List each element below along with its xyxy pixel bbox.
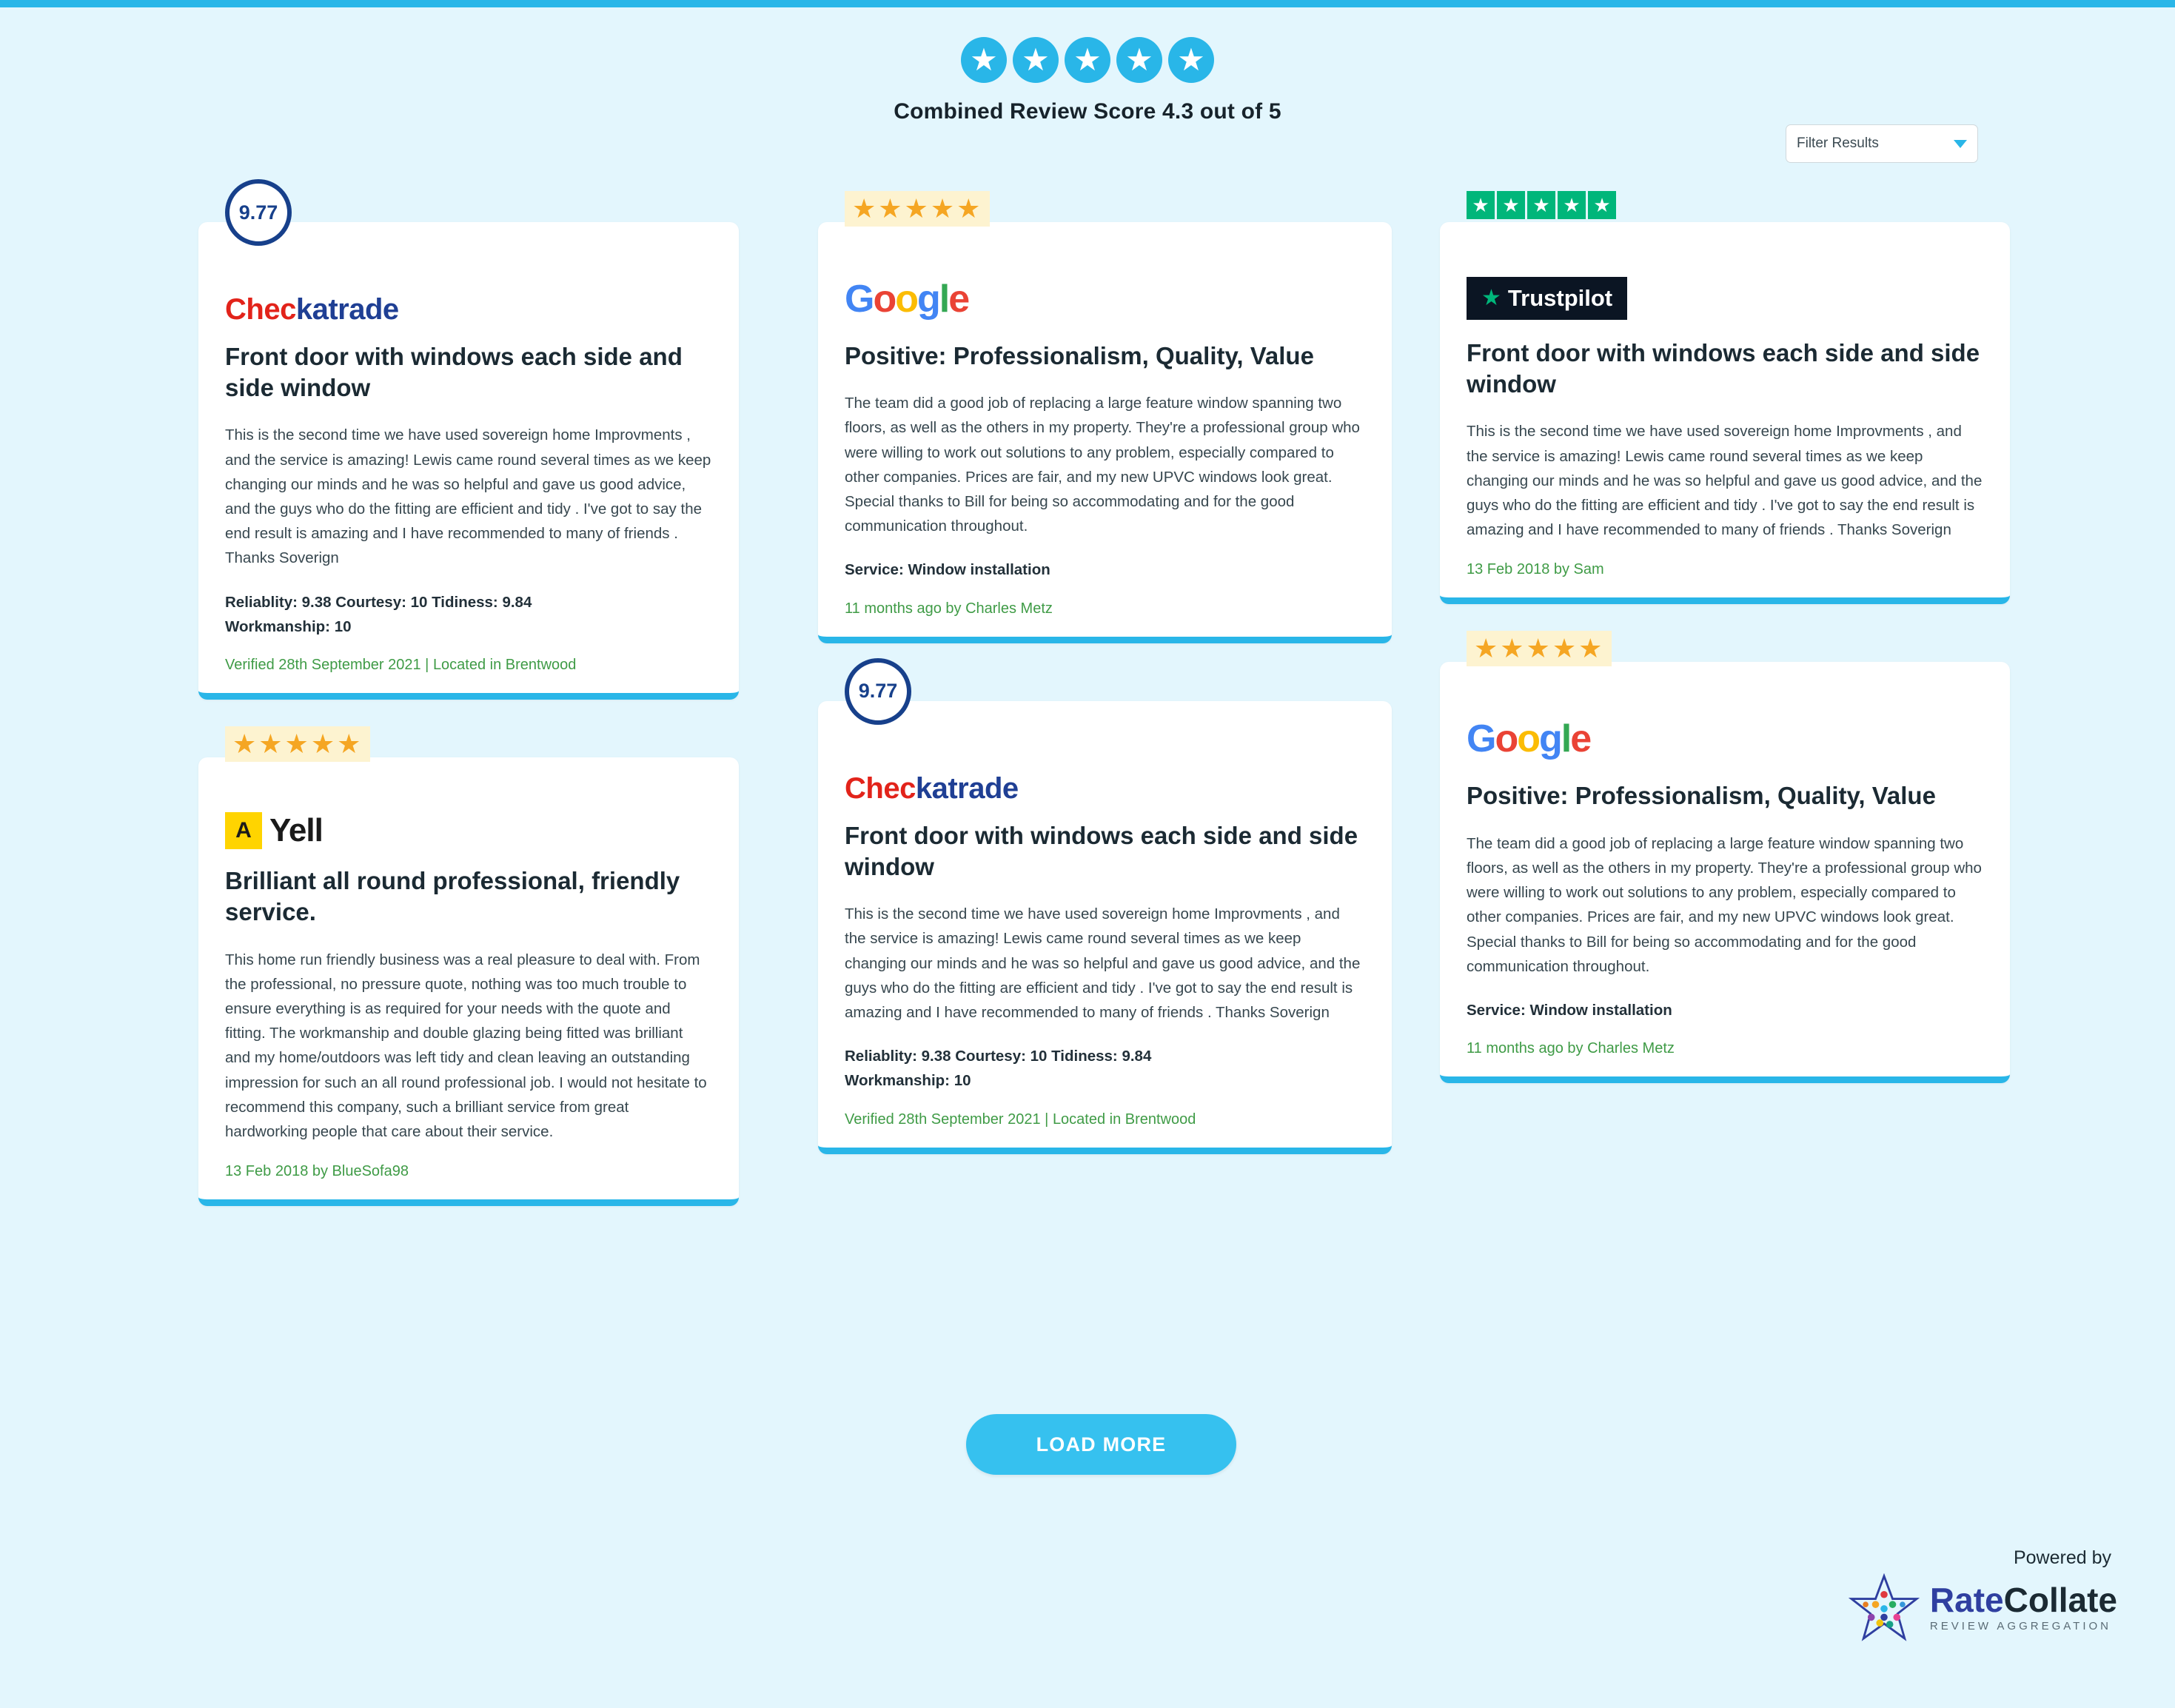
review-card-google-2 (1440, 633, 2010, 1083)
star-rating: ★★★★★ (225, 726, 370, 762)
review-footer: Verified 28th September 2021 | Located in Brentwood (845, 1111, 1196, 1128)
star-icon: ★ (1013, 37, 1059, 83)
star-icon: ★ (1558, 191, 1586, 219)
review-scores-line1: Reliablity: 9.38 Courtesy: 10 Tidiness: 9.84 (225, 593, 532, 611)
trustpilot-logo (1467, 277, 1627, 320)
filter-results-label: Filter Results (1797, 135, 1879, 151)
star-icon: ★ (1116, 37, 1162, 83)
star-icon: ★ (1497, 191, 1525, 219)
logo-part: c (280, 293, 296, 326)
brand-tagline: REVIEW AGGREGATION (1929, 1619, 2111, 1632)
powered-by-label: Powered by (2013, 1547, 2111, 1568)
yell-logo (225, 812, 323, 849)
yell-wordmark: Yell (269, 812, 323, 849)
review-column-1 (198, 201, 739, 1264)
review-column-2 (818, 193, 1392, 1212)
google-logo: Google (1467, 717, 1591, 761)
review-body: This is the second time we have used sovereign home Improvments , and the service is amazing! Lewis came round several times as we keep changing our minds and he was so helpful and gave us good advice, and the guys who do the fitting are efficient and tidy . I've got to say the end result is amazing and I have recommended to many of friends . Thanks Soverign (1467, 423, 1983, 539)
google-logo: Google (845, 278, 969, 321)
review-title: Positive: Professionalism, Quality, Value (1467, 782, 1936, 810)
review-title: Front door with windows each side and side window (1467, 339, 1980, 398)
review-card-checkatrade-2 (818, 680, 1392, 1154)
review-title: Brilliant all round professional, friendly service. (225, 867, 680, 926)
review-scores-line2: Workmanship: 10 (225, 617, 352, 635)
filter-results-dropdown[interactable] (1786, 124, 1978, 163)
star-icon: ★ (1467, 191, 1495, 219)
review-service: Service: Window installation (1467, 1001, 1672, 1019)
review-body: This home run friendly business was a real pleasure to deal with. From the professional, no pressure quote, nothing was too much trouble to ensure everything is as required for your needs with the quote and fitting. The workmanship and double glazing being fitted was brilliant and my home/outdoors was left tidy and clean leaving an outstanding impression for such an all round professional job. I would not hesitate to recommend this company, such a brilliant service from great hardworking people that care about their service. (225, 951, 707, 1140)
footer-branding (1695, 1547, 2117, 1641)
checkatrade-score-badge: 9.77 (225, 179, 292, 246)
star-rating: ★★★★★ (1467, 631, 1612, 666)
review-footer: 11 months ago by Charles Metz (1467, 1040, 1675, 1057)
checkatrade-score-badge: 9.77 (845, 658, 911, 725)
combined-review-score: Combined Review Score 4.3 out of 5 (894, 99, 1281, 124)
logo-part: c (899, 771, 916, 805)
star-icon: ★ (1065, 37, 1110, 83)
review-scores (845, 1044, 1365, 1093)
load-more-button[interactable] (966, 1414, 1236, 1475)
review-body: The team did a good job of replacing a large feature window spanning two floors, as well as the others in my property. They're a professional group who were willing to work out solutions to any problem, especially compared to other companies. Prices are fair, and my new UPVC windows look great. Special thanks to Bill for being so accommodating and for the good communication throughout. (1467, 834, 1982, 975)
review-card-checkatrade-1 (198, 201, 739, 700)
review-card-trustpilot (1440, 194, 2010, 604)
checkatrade-logo (845, 772, 1365, 806)
star-icon: ★ (1588, 191, 1616, 219)
star-icon: ★ (1527, 191, 1555, 219)
load-more-label: LOAD MORE (1036, 1433, 1167, 1456)
trustpilot-wordmark: Trustpilot (1507, 285, 1613, 311)
review-title: Positive: Professionalism, Quality, Value (845, 342, 1314, 369)
ratecollate-star-logo-icon (1849, 1573, 1920, 1641)
brand-rate: Rate (1929, 1580, 2004, 1619)
review-service: Service: Window installation (845, 561, 1050, 579)
review-title: Front door with windows each side and side window (845, 821, 1358, 880)
header (0, 37, 2175, 124)
review-column-3 (1440, 194, 2010, 1141)
star-icon: ★ (1481, 286, 1501, 310)
review-card-yell (198, 729, 739, 1206)
star-rating (1467, 191, 1616, 219)
review-body: This is the second time we have used sovereign home Improvments , and the service is amazing! Lewis came round several times as we keep changing our minds and he was so helpful and gave us good advice, and the guys who do the fitting are efficient and tidy . I've got to say the end result is amazing and I have recommended to many of friends . Thanks Soverign (225, 426, 711, 567)
logo-part: katrade (915, 771, 1019, 805)
star-rating: ★★★★★ (845, 191, 990, 227)
review-footer: 13 Feb 2018 by BlueSofa98 (225, 1163, 409, 1180)
review-body: This is the second time we have used sovereign home Improvments , and the service is amazing! Lewis came round several times as we keep changing our minds and he was so helpful and gave us good advice, and the guys who do the fitting are efficient and tidy . I've got to say the end result is amazing and I have recommended to many of friends . Thanks Soverign (845, 905, 1361, 1021)
logo-part: Che (845, 771, 900, 805)
brand-collate: Collate (2003, 1580, 2117, 1619)
review-title: Front door with windows each side and side window (225, 343, 683, 402)
checkatrade-logo (225, 293, 712, 326)
review-card-google-1 (818, 193, 1392, 643)
top-accent-bar (0, 0, 2175, 7)
star-icon: ★ (1168, 37, 1214, 83)
review-scores-line2: Workmanship: 10 (845, 1072, 971, 1090)
review-footer: 13 Feb 2018 by Sam (1467, 561, 1604, 578)
logo-part: katrade (295, 293, 399, 326)
review-scores-line1: Reliablity: 9.38 Courtesy: 10 Tidiness: 9.84 (845, 1048, 1152, 1065)
chevron-down-icon[interactable] (1954, 140, 1967, 148)
logo-part: Che (225, 293, 281, 326)
yell-mark-icon: A (225, 812, 262, 849)
star-icon: ★ (961, 37, 1007, 83)
review-footer: 11 months ago by Charles Metz (845, 600, 1053, 617)
header-star-rating (0, 37, 2175, 83)
review-scores (225, 590, 712, 639)
review-body: The team did a good job of replacing a large feature window spanning two floors, as well as the others in my property. They're a professional group who were willing to work out solutions to any problem, especially compared to other companies. Prices are fair, and my new UPVC windows look great. Special thanks to Bill for being so accommodating and for the good communication throughout. (845, 395, 1360, 535)
review-footer: Verified 28th September 2021 | Located in Brentwood (225, 657, 577, 674)
